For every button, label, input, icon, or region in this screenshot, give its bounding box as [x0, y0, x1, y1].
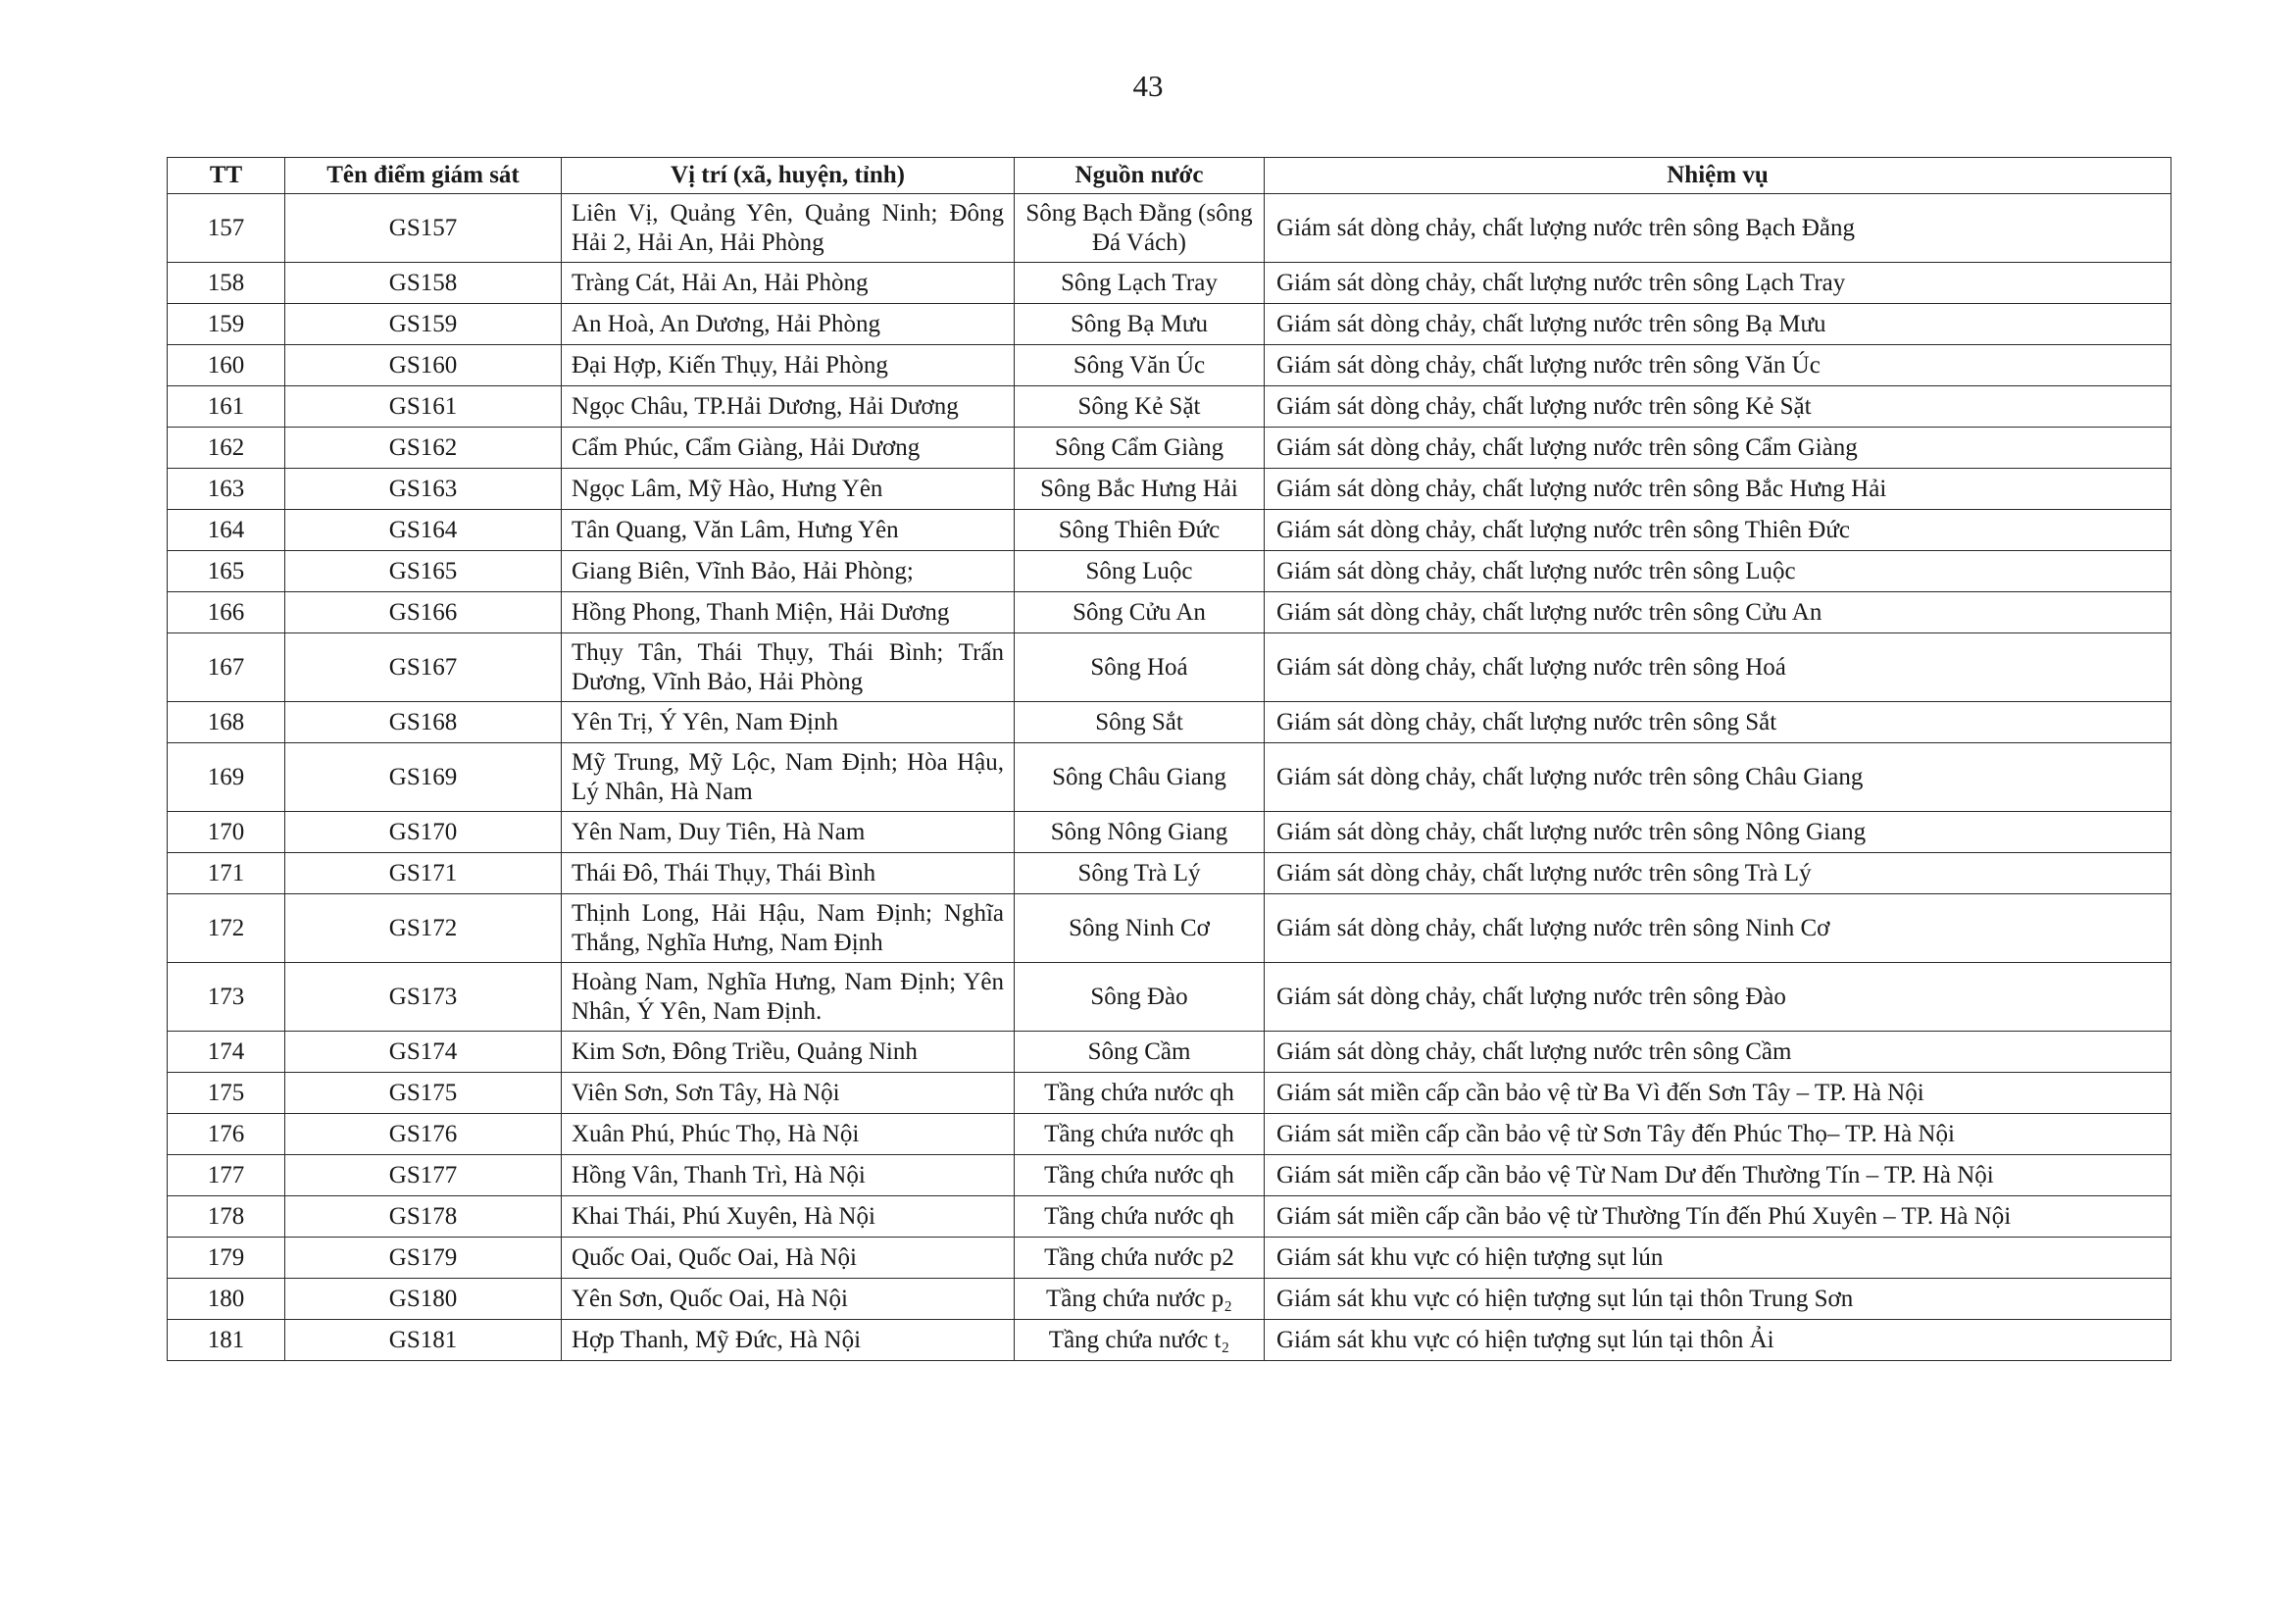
cell-point-name: GS160 [285, 345, 562, 386]
cell-water-source: Tầng chứa nước p2 [1015, 1238, 1265, 1279]
cell-location: Hồng Phong, Thanh Miện, Hải Dương [562, 592, 1015, 633]
cell-task: Giám sát dòng chảy, chất lượng nước trên sông Châu Giang [1265, 743, 2171, 812]
cell-tt: 169 [168, 743, 285, 812]
table-row [168, 702, 2171, 743]
cell-point-name: GS181 [285, 1320, 562, 1361]
cell-location: Viên Sơn, Sơn Tây, Hà Nội [562, 1073, 1015, 1114]
cell-water-source: Sông Ninh Cơ [1015, 894, 1265, 963]
cell-point-name: GS165 [285, 551, 562, 592]
table-row [168, 469, 2171, 510]
cell-tt: 158 [168, 263, 285, 304]
cell-water-source: Sông Luộc [1015, 551, 1265, 592]
cell-task: Giám sát dòng chảy, chất lượng nước trên sông Nông Giang [1265, 812, 2171, 853]
cell-location: Đại Hợp, Kiến Thụy, Hải Phòng [562, 345, 1015, 386]
cell-location: Hồng Vân, Thanh Trì, Hà Nội [562, 1155, 1015, 1196]
table-row [168, 428, 2171, 469]
table-row [168, 304, 2171, 345]
cell-task: Giám sát dòng chảy, chất lượng nước trên sông Bạch Đằng [1265, 194, 2171, 263]
cell-location: Thịnh Long, Hải Hậu, Nam Định; Nghĩa Thắng, Nghĩa Hưng, Nam Định [562, 894, 1015, 963]
cell-tt: 181 [168, 1320, 285, 1361]
cell-point-name: GS164 [285, 510, 562, 551]
cell-location: Tân Quang, Văn Lâm, Hưng Yên [562, 510, 1015, 551]
cell-tt: 167 [168, 633, 285, 702]
cell-task: Giám sát khu vực có hiện tượng sụt lún [1265, 1238, 2171, 1279]
cell-point-name: GS166 [285, 592, 562, 633]
cell-tt: 173 [168, 963, 285, 1032]
cell-point-name: GS162 [285, 428, 562, 469]
cell-location: Giang Biên, Vĩnh Bảo, Hải Phòng; [562, 551, 1015, 592]
cell-water-source: Tầng chứa nước p₂ [1015, 1279, 1265, 1320]
cell-task: Giám sát dòng chảy, chất lượng nước trên sông Bắc Hưng Hải [1265, 469, 2171, 510]
cell-water-source: Sông Châu Giang [1015, 743, 1265, 812]
table-row [168, 1196, 2171, 1238]
header-task: Nhiệm vụ [1265, 158, 2171, 194]
cell-location: Ngọc Lâm, Mỹ Hào, Hưng Yên [562, 469, 1015, 510]
cell-water-source: Sông Kẻ Sặt [1015, 386, 1265, 428]
table-row [168, 963, 2171, 1032]
cell-tt: 171 [168, 853, 285, 894]
cell-point-name: GS177 [285, 1155, 562, 1196]
cell-task: Giám sát miền cấp cần bảo vệ từ Sơn Tây đến Phúc Thọ– TP. Hà Nội [1265, 1114, 2171, 1155]
cell-tt: 170 [168, 812, 285, 853]
table-row [168, 1238, 2171, 1279]
cell-tt: 178 [168, 1196, 285, 1238]
cell-tt: 174 [168, 1032, 285, 1073]
cell-location: Khai Thái, Phú Xuyên, Hà Nội [562, 1196, 1015, 1238]
cell-water-source: Tầng chứa nước t₂ [1015, 1320, 1265, 1361]
table-row [168, 1032, 2171, 1073]
cell-point-name: GS163 [285, 469, 562, 510]
cell-water-source: Tầng chứa nước qh [1015, 1155, 1265, 1196]
cell-water-source: Sông Hoá [1015, 633, 1265, 702]
cell-water-source: Sông Cửu An [1015, 592, 1265, 633]
table-row [168, 1279, 2171, 1320]
cell-tt: 168 [168, 702, 285, 743]
cell-water-source: Sông Trà Lý [1015, 853, 1265, 894]
header-tt: TT [168, 158, 285, 194]
table-header-row [168, 158, 2171, 194]
table-row [168, 592, 2171, 633]
page-number: 43 [1132, 69, 1164, 103]
cell-task: Giám sát dòng chảy, chất lượng nước trên sông Thiên Đức [1265, 510, 2171, 551]
header-name: Tên điểm giám sát [285, 158, 562, 194]
cell-point-name: GS158 [285, 263, 562, 304]
cell-location: Cẩm Phúc, Cẩm Giàng, Hải Dương [562, 428, 1015, 469]
cell-location: Tràng Cát, Hải An, Hải Phòng [562, 263, 1015, 304]
cell-point-name: GS161 [285, 386, 562, 428]
cell-task: Giám sát dòng chảy, chất lượng nước trên sông Hoá [1265, 633, 2171, 702]
cell-tt: 176 [168, 1114, 285, 1155]
cell-point-name: GS168 [285, 702, 562, 743]
cell-tt: 161 [168, 386, 285, 428]
cell-tt: 164 [168, 510, 285, 551]
cell-water-source: Tầng chứa nước qh [1015, 1073, 1265, 1114]
cell-point-name: GS170 [285, 812, 562, 853]
cell-point-name: GS172 [285, 894, 562, 963]
table-row [168, 1155, 2171, 1196]
cell-location: Thái Đô, Thái Thụy, Thái Bình [562, 853, 1015, 894]
table-row [168, 263, 2171, 304]
cell-water-source: Sông Cầm [1015, 1032, 1265, 1073]
table-row [168, 812, 2171, 853]
cell-location: Mỹ Trung, Mỹ Lộc, Nam Định; Hòa Hậu, Lý Nhân, Hà Nam [562, 743, 1015, 812]
cell-point-name: GS167 [285, 633, 562, 702]
cell-task: Giám sát dòng chảy, chất lượng nước trên sông Cẩm Giàng [1265, 428, 2171, 469]
cell-point-name: GS174 [285, 1032, 562, 1073]
cell-water-source: Sông Lạch Tray [1015, 263, 1265, 304]
cell-task: Giám sát miền cấp cần bảo vệ Từ Nam Dư đến Thường Tín – TP. Hà Nội [1265, 1155, 2171, 1196]
cell-water-source: Sông Thiên Đức [1015, 510, 1265, 551]
cell-water-source: Sông Nông Giang [1015, 812, 1265, 853]
cell-task: Giám sát dòng chảy, chất lượng nước trên sông Đào [1265, 963, 2171, 1032]
header-location: Vị trí (xã, huyện, tỉnh) [562, 158, 1015, 194]
cell-point-name: GS169 [285, 743, 562, 812]
cell-water-source: Sông Bạ Mưu [1015, 304, 1265, 345]
table-row [168, 894, 2171, 963]
table-row [168, 194, 2171, 263]
cell-point-name: GS179 [285, 1238, 562, 1279]
cell-task: Giám sát dòng chảy, chất lượng nước trên sông Trà Lý [1265, 853, 2171, 894]
table-row [168, 386, 2171, 428]
cell-task: Giám sát dòng chảy, chất lượng nước trên sông Cửu An [1265, 592, 2171, 633]
cell-task: Giám sát khu vực có hiện tượng sụt lún tại thôn Ải [1265, 1320, 2171, 1361]
cell-location: Kim Sơn, Đông Triều, Quảng Ninh [562, 1032, 1015, 1073]
cell-point-name: GS175 [285, 1073, 562, 1114]
cell-task: Giám sát dòng chảy, chất lượng nước trên sông Ninh Cơ [1265, 894, 2171, 963]
cell-water-source: Sông Cẩm Giàng [1015, 428, 1265, 469]
cell-water-source: Sông Bạch Đằng (sông Đá Vách) [1015, 194, 1265, 263]
cell-location: Liên Vị, Quảng Yên, Quảng Ninh; Đông Hải 2, Hải An, Hải Phòng [562, 194, 1015, 263]
cell-tt: 165 [168, 551, 285, 592]
table-row [168, 345, 2171, 386]
cell-location: An Hoà, An Dương, Hải Phòng [562, 304, 1015, 345]
table-body [168, 194, 2171, 1361]
cell-location: Quốc Oai, Quốc Oai, Hà Nội [562, 1238, 1015, 1279]
cell-tt: 159 [168, 304, 285, 345]
cell-location: Yên Trị, Ý Yên, Nam Định [562, 702, 1015, 743]
cell-task: Giám sát dòng chảy, chất lượng nước trên sông Lạch Tray [1265, 263, 2171, 304]
cell-water-source: Sông Bắc Hưng Hải [1015, 469, 1265, 510]
cell-task: Giám sát dòng chảy, chất lượng nước trên sông Văn Úc [1265, 345, 2171, 386]
table-row [168, 853, 2171, 894]
cell-tt: 166 [168, 592, 285, 633]
cell-location: Yên Nam, Duy Tiên, Hà Nam [562, 812, 1015, 853]
table-row [168, 633, 2171, 702]
cell-tt: 180 [168, 1279, 285, 1320]
table-row [168, 743, 2171, 812]
cell-tt: 177 [168, 1155, 285, 1196]
cell-point-name: GS173 [285, 963, 562, 1032]
cell-task: Giám sát dòng chảy, chất lượng nước trên sông Sắt [1265, 702, 2171, 743]
table-row [168, 1320, 2171, 1361]
cell-location: Ngọc Châu, TP.Hải Dương, Hải Dương [562, 386, 1015, 428]
cell-location: Hoàng Nam, Nghĩa Hưng, Nam Định; Yên Nhân, Ý Yên, Nam Định. [562, 963, 1015, 1032]
cell-location: Hợp Thanh, Mỹ Đức, Hà Nội [562, 1320, 1015, 1361]
table-row [168, 1114, 2171, 1155]
cell-water-source: Tầng chứa nước qh [1015, 1196, 1265, 1238]
cell-point-name: GS180 [285, 1279, 562, 1320]
cell-task: Giám sát dòng chảy, chất lượng nước trên sông Bạ Mưu [1265, 304, 2171, 345]
cell-task: Giám sát miền cấp cần bảo vệ từ Ba Vì đến Sơn Tây – TP. Hà Nội [1265, 1073, 2171, 1114]
cell-tt: 163 [168, 469, 285, 510]
table-row [168, 510, 2171, 551]
monitoring-points-table [167, 157, 2171, 1361]
cell-task: Giám sát dòng chảy, chất lượng nước trên sông Kẻ Sặt [1265, 386, 2171, 428]
cell-tt: 157 [168, 194, 285, 263]
cell-point-name: GS176 [285, 1114, 562, 1155]
cell-task: Giám sát miền cấp cần bảo vệ từ Thường Tín đến Phú Xuyên – TP. Hà Nội [1265, 1196, 2171, 1238]
cell-tt: 172 [168, 894, 285, 963]
cell-water-source: Tầng chứa nước qh [1015, 1114, 1265, 1155]
cell-tt: 179 [168, 1238, 285, 1279]
cell-location: Xuân Phú, Phúc Thọ, Hà Nội [562, 1114, 1015, 1155]
cell-water-source: Sông Sắt [1015, 702, 1265, 743]
cell-water-source: Sông Văn Úc [1015, 345, 1265, 386]
cell-task: Giám sát dòng chảy, chất lượng nước trên sông Cầm [1265, 1032, 2171, 1073]
table-row [168, 551, 2171, 592]
cell-point-name: GS159 [285, 304, 562, 345]
cell-point-name: GS157 [285, 194, 562, 263]
cell-water-source: Sông Đào [1015, 963, 1265, 1032]
cell-tt: 162 [168, 428, 285, 469]
cell-point-name: GS171 [285, 853, 562, 894]
table-row [168, 1073, 2171, 1114]
cell-tt: 175 [168, 1073, 285, 1114]
cell-task: Giám sát dòng chảy, chất lượng nước trên sông Luộc [1265, 551, 2171, 592]
cell-point-name: GS178 [285, 1196, 562, 1238]
cell-task: Giám sát khu vực có hiện tượng sụt lún tại thôn Trung Sơn [1265, 1279, 2171, 1320]
cell-location: Yên Sơn, Quốc Oai, Hà Nội [562, 1279, 1015, 1320]
cell-tt: 160 [168, 345, 285, 386]
cell-location: Thụy Tân, Thái Thụy, Thái Bình; Trấn Dương, Vĩnh Bảo, Hải Phòng [562, 633, 1015, 702]
header-source: Nguồn nước [1015, 158, 1265, 194]
